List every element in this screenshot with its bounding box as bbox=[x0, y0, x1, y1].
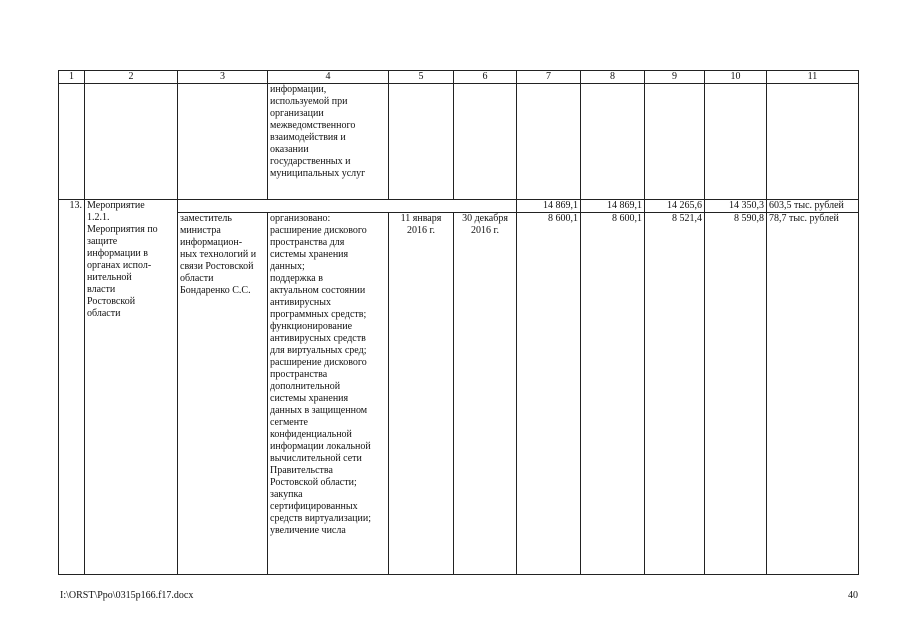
continuation-row bbox=[59, 84, 859, 200]
total-col8: 14 869,1 bbox=[581, 200, 645, 213]
header-cell: 6 bbox=[454, 71, 517, 84]
header-cell: 11 bbox=[767, 71, 859, 84]
page-number: 40 bbox=[848, 590, 858, 601]
header-cell: 5 bbox=[389, 71, 454, 84]
row-13-totals bbox=[59, 200, 859, 213]
table-cell bbox=[389, 84, 454, 200]
continuation-description: информации, используемой при организации межведомственного взаимодействия и оказании государственных и муниципальных услуг bbox=[268, 84, 389, 200]
header-cell: 4 bbox=[268, 71, 389, 84]
total-col11: 603,5 тыс. рублей bbox=[767, 200, 859, 213]
value-col7: 8 600,1 bbox=[517, 213, 581, 575]
header-row bbox=[59, 71, 859, 84]
total-col9: 14 265,6 bbox=[645, 200, 705, 213]
row-number: 13. bbox=[59, 200, 85, 575]
footer-file-path: I:\ORST\Ppo\0315p166.f17.docx bbox=[60, 590, 194, 601]
value-col8: 8 600,1 bbox=[581, 213, 645, 575]
responsible-person: заместитель министра информацион- ных технологий и связи Ростовской области Бондаренко С.С. bbox=[178, 213, 268, 575]
header-cell: 9 bbox=[645, 71, 705, 84]
header-cell: 10 bbox=[705, 71, 767, 84]
header-cell: 7 bbox=[517, 71, 581, 84]
table-cell bbox=[454, 84, 517, 200]
header-cell: 8 bbox=[581, 71, 645, 84]
total-col7: 14 869,1 bbox=[517, 200, 581, 213]
row-13-detail bbox=[59, 213, 859, 575]
value-col9: 8 521,4 bbox=[645, 213, 705, 575]
table-cell bbox=[705, 84, 767, 200]
table-cell bbox=[59, 84, 85, 200]
table-cell bbox=[645, 84, 705, 200]
value-col10: 8 590,8 bbox=[705, 213, 767, 575]
table-cell bbox=[517, 84, 581, 200]
table-cell bbox=[85, 84, 178, 200]
header-cell: 1 bbox=[59, 71, 85, 84]
table-cell bbox=[581, 84, 645, 200]
measure-name: Мероприятие 1.2.1. Мероприятия по защите информации в органах испол- нительной власти Ростовской области bbox=[85, 200, 178, 575]
table-cell bbox=[178, 84, 268, 200]
table-cell bbox=[767, 84, 859, 200]
totals-blank-cell bbox=[178, 200, 517, 213]
header-cell: 3 bbox=[178, 71, 268, 84]
measure-description: организовано: расширение дискового пространства для системы хранения данных; поддержка в актуальном состоянии антивирусных программных средств; функционирование антивирусных средств для виртуальных сред; расширение дискового пространства дополнительной системы хранения данных в защищенном сегменте конфиденциальной информации локальной вычислительной сети Правительства Ростовской области; закупка сертифицированных средств виртуализации; увеличение числа bbox=[268, 213, 389, 575]
header-cell: 2 bbox=[85, 71, 178, 84]
value-col11: 78,7 тыс. рублей bbox=[767, 213, 859, 575]
start-date: 11 января 2016 г. bbox=[389, 213, 454, 575]
document-table bbox=[58, 70, 859, 575]
total-col10: 14 350,3 bbox=[705, 200, 767, 213]
end-date: 30 декабря 2016 г. bbox=[454, 213, 517, 575]
